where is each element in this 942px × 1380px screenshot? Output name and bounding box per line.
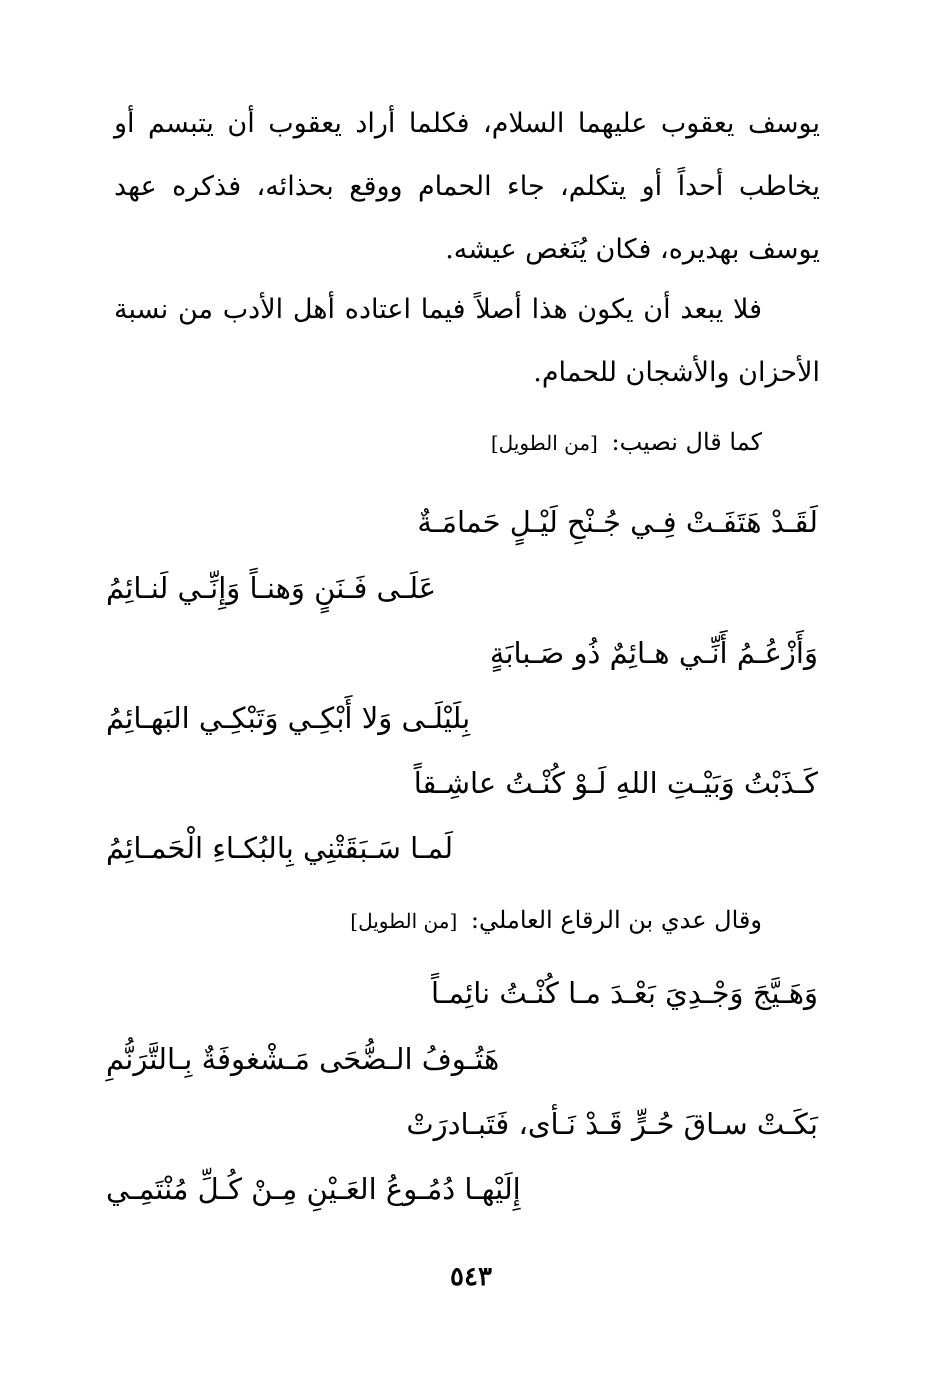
poem-intro bbox=[491, 422, 762, 463]
page-number: ٥٤٣ bbox=[450, 1262, 492, 1292]
verse-first-hemistich: لَقَـدْ هَتَفَـتْ فِـي جُـنْحِ لَيْـلٍ حَمامَـةٌ bbox=[417, 505, 818, 539]
verse-second-hemistich: لَمـا سَـبَقَتْنِي بِالبُكـاءِ الْحَمـائِمُ bbox=[106, 831, 454, 865]
paragraph-text: فلا يبعد أن يكون هذا أصلاً فيما اعتاده أهل الأدب من نسبة الأحزان والأشجان للحمام. bbox=[114, 294, 820, 388]
poem-meter: [من الطويل] bbox=[490, 431, 598, 455]
poem-attribution: وقال عدي بن الرقاع العاملي: bbox=[470, 906, 762, 934]
poem-attribution: كما قال نصيب: bbox=[611, 428, 762, 456]
verse-first-hemistich: كَـذَبْتُ وَبَيْـتِ اللهِ لَـوْ كُنْـتُ عاشِـقاً bbox=[413, 766, 818, 800]
verse-first-hemistich: وَهَـيَّجَ وَجْـدِيَ بَعْـدَ مـا كُنْـتُ نائِمـاً bbox=[431, 976, 818, 1010]
paragraph-continuation bbox=[114, 92, 820, 281]
verse-first-hemistich: بَكَـتْ سـاقَ حُـرٍّ قَـدْ نَـأى، فَتَبـادرَتْ bbox=[406, 1107, 818, 1141]
verse-second-hemistich: بِلَيْلَـى وَلا أَبْكِـي وَتَبْكِـي البَهـائِمُ bbox=[106, 701, 471, 735]
poem-meter: [من الطويل] bbox=[350, 909, 458, 933]
poem-intro bbox=[350, 900, 762, 941]
paragraph bbox=[114, 278, 820, 404]
verse-second-hemistich: هَتُـوفُ الـضُّحَى مَـشْغوفَةٌ بِـالتَّرَنُّمِ bbox=[106, 1042, 500, 1076]
verse-second-hemistich: عَلَـى فَـنَنٍ وَهنـاً وَإِنِّـي لَنـائِمُ bbox=[106, 571, 437, 605]
paragraph-text: يوسف يعقوب عليهما السلام، فكلما أراد يعقوب أن يتبسم أو يخاطب أحداً أو يتكلم، جاء الحمام ووقع بحذائه، فذكره عهد يوسف بهديره، فكان يُنَغص عيشه. bbox=[114, 108, 820, 265]
verse-first-hemistich: وَأَزْعُـمُ أَنِّـي هـائِمٌ ذُو صَـبابَةٍ bbox=[489, 636, 818, 670]
verse-second-hemistich: إِلَيْهـا دُمُـوعُ العَـيْنِ مِـنْ كُـلِّ مُنْتَمِـي bbox=[106, 1172, 521, 1206]
